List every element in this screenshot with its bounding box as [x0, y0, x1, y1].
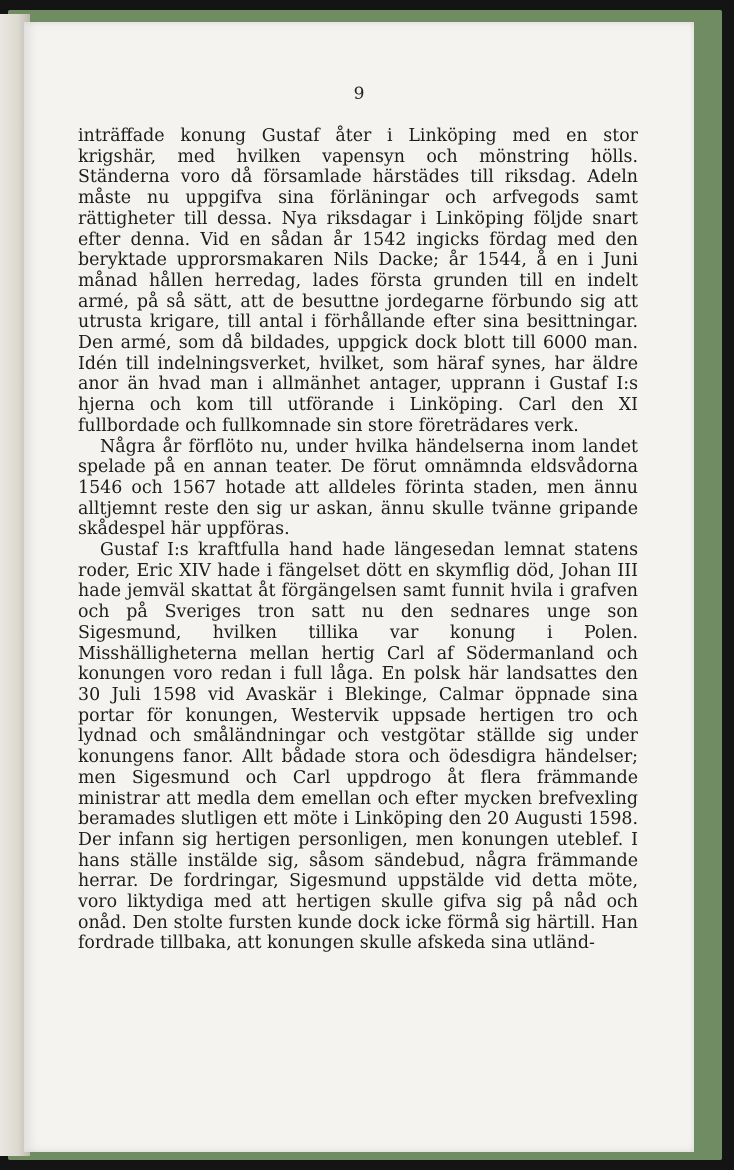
book-page	[24, 22, 694, 1152]
paragraph-2: Några år förflöto nu, under hvilka händelserna inom landet spelade på en annan teater. De förut omnämnda eldsvådorna 1546 och 1567 hotade att alldeles förinta staden, men ännu alltjemnt reste den sig ur askan, ännu skulle tvänne gripande skådespel här uppföras.	[78, 436, 638, 540]
paragraph-1: inträffade konung Gustaf åter i Linköping med en stor krigshär, med hvilken vapensyn och mönstring hölls. Ständerna voro då församlade härstädes till riksdag. Adeln måste nu uppgifva sina förläningar och arfvegods samt rättigheter till dessa. Nya riksdagar i Linköping följde snart efter denna. Vid en sådan år 1542 ingicks fördag med den beryktade upprorsmakaren Nils Dacke; år 1544, å en i Juni månad hållen herredag, lades första grunden till en indelt armé, på så sätt, att de besuttne jordegarne förbundo sig att utrusta krigare, till antal i förhållande efter sina besittningar. Den armé, som då bildades, uppgick dock blott till 6000 man. Idén till indelningsverket, hvilket, som häraf synes, har äldre anor än hvad man i allmänhet antager, upprann i Gustaf I:s hjerna och kom till utförande i Linköping. Carl den XI fullbordade och fullkomnade sin store företrädares verk.	[78, 126, 638, 436]
paragraph-3: Gustaf I:s kraftfulla hand hade längesedan lemnat statens roder, Eric XIV hade i fängelset dött en skymflig död, Johan III hade jemväl skattat åt förgängelsen samt funnit hvila i grafven och på Sveriges tron satt nu den sednares unge son Sigesmund, hvilken tillika var konung i Polen. Misshälligheterna mellan hertig Carl af Södermanland och konungen voro redan i full låga. En polsk här landsattes den 30 Juli 1598 vid Avaskär i Blekinge, Calmar öppnade sina portar för konungen, Westervik uppsade hertigen tro och lydnad och småländningar och vestgötar ställde sig under konungens fanor. Allt bådade stora och ödesdigra händelser; men Sigesmund och Carl uppdrogo åt flera främmande ministrar att medla dem emellan och efter mycken brefvexling beramades slutligen ett möte i Linköping den 20 Augusti 1598. Der infann sig hertigen personligen, men konungen uteblef. I hans ställe instälde sig, såsom sändebud, några främmande herrar. De fordringar, Sigesmund uppstälde vid detta möte, voro liktydiga med att hertigen skulle gifva sig på nåd och onåd. Den stolte fursten kunde dock icke förmå sig härtill. Han fordrade tillbaka, att konungen skulle afskeda sina utländ-	[78, 540, 638, 954]
body-text	[78, 126, 638, 954]
page-number: 9	[353, 84, 365, 104]
